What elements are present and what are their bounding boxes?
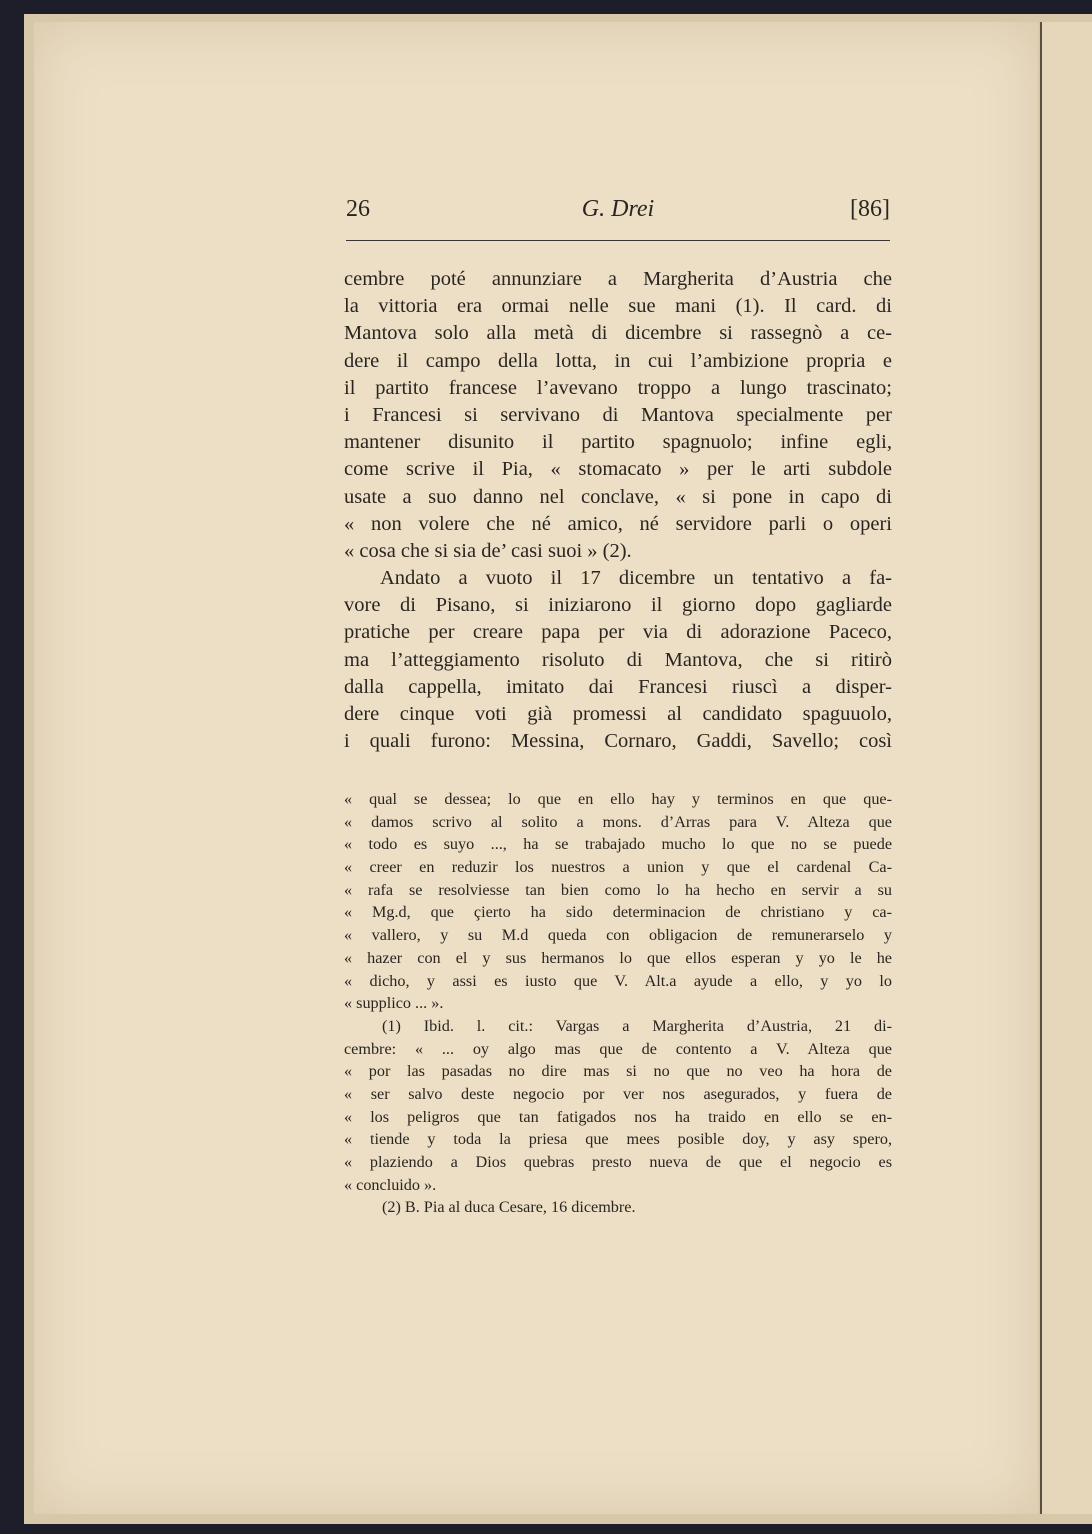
footnote-line: « hazer con el y sus hermanos lo que ellos esperan y yo le he [344, 948, 892, 967]
footnote-2-line: (2) B. Pia al duca Cesare, 16 dicembre. [382, 1198, 636, 1217]
body-line: pratiche per creare papa per via di adorazione Paceco, [344, 621, 892, 644]
footnote-line: « rafa se resolviesse tan bien como lo ha hecho en servir a su [344, 880, 892, 899]
footnote-line: « los peligros que tan fatigados nos ha traido en ello se en- [344, 1107, 892, 1126]
footnote-line: « Mg.d, que çierto ha sido determinacion de christiano y ca- [344, 903, 892, 922]
footnote-line: « damos scrivo al solito a mons. d’Arras para V. Alteza que [344, 812, 892, 831]
body-line: i quali furono: Messina, Cornaro, Gaddi, Savello; così [344, 730, 892, 753]
book-page [34, 22, 1038, 1514]
header-rule [346, 240, 890, 241]
body-line: dalla cappella, imitato dai Francesi riuscì a disper- [344, 675, 892, 698]
body-line: usate a suo danno nel conclave, « si pone in capo di [344, 485, 892, 508]
footnote-line: cembre: « ... oy algo mas que de contento a V. Alteza que [344, 1039, 892, 1058]
footnotes [344, 788, 892, 1219]
footnote-line: « qual se dessea; lo que en ello hay y terminos en que que- [344, 790, 892, 808]
body-line: il partito francese l’avevano troppo a lungo trascinato; [344, 376, 892, 399]
footnote-line: « todo es suyo ..., ha se trabajado mucho lo que no se puede [344, 835, 892, 854]
running-header [346, 196, 890, 230]
footnote-line: « por las pasadas no dire mas si no que no veo ha hora de [344, 1062, 892, 1081]
body-line: Mantova solo alla metà di dicembre si rassegnò a ce- [344, 322, 892, 345]
running-title-author: G. Drei [581, 196, 655, 222]
footnote-line: « creer en reduzir los nuestros a union y que el cardenal Ca- [344, 858, 892, 877]
footnote-1-line: (1) Ibid. l. cit.: Vargas a Margherita d’Austria, 21 di- [382, 1016, 892, 1035]
footnote-line: « ser salvo deste negocio por ver nos asegurados, y fuera de [344, 1084, 892, 1103]
footnote-line: « plaziendo a Dios quebras presto nueva de que el negocio es [344, 1153, 892, 1171]
body-line: dere cinque voti già promessi al candidato spaguuolo, [344, 703, 892, 725]
page-number: 26 [346, 196, 370, 222]
body-line: ma l’atteggiamento risoluto di Mantova, che si ritirò [344, 648, 892, 671]
body-line: vore di Pisano, si iniziarono il giorno dopo gagliarde [344, 594, 892, 617]
footnote-line: « concluido ». [344, 1175, 437, 1194]
footnote-line: « vallero, y su M.d queda con obligacion de remunerarselo y [344, 926, 892, 945]
body-line: la vittoria era ormai nelle sue mani (1). Il card. di [344, 295, 892, 318]
footnote-line: « dicho, y assi es iusto que V. Alt.a ayude a ello, y yo lo [344, 971, 892, 990]
body-line: Andato a vuoto il 17 dicembre un tentativo a fa- [380, 567, 892, 590]
body-text [344, 266, 892, 755]
body-line: cembre poté annunziare a Margherita d’Austria che [344, 268, 892, 290]
body-line: « non volere che né amico, né servidore parli o operi [344, 512, 892, 535]
body-line: mantener disunito il partito spagnuolo; infine egli, [344, 431, 892, 454]
body-line: i Francesi si servivano di Mantova specialmente per [344, 403, 892, 426]
body-line: dere il campo della lotta, in cui l’ambizione propria e [344, 349, 892, 372]
body-line: come scrive il Pia, « stomacato » per le arti subdole [344, 458, 892, 481]
footnote-line: « supplico ... ». [344, 994, 444, 1013]
body-line: « cosa che si sia de’ casi suoi » (2). [344, 539, 632, 562]
next-page-edge [1040, 22, 1092, 1514]
original-page-reference: [86] [850, 196, 890, 222]
footnote-line: « tiende y toda la priesa que mees posible doy, y asy spero, [344, 1130, 892, 1149]
